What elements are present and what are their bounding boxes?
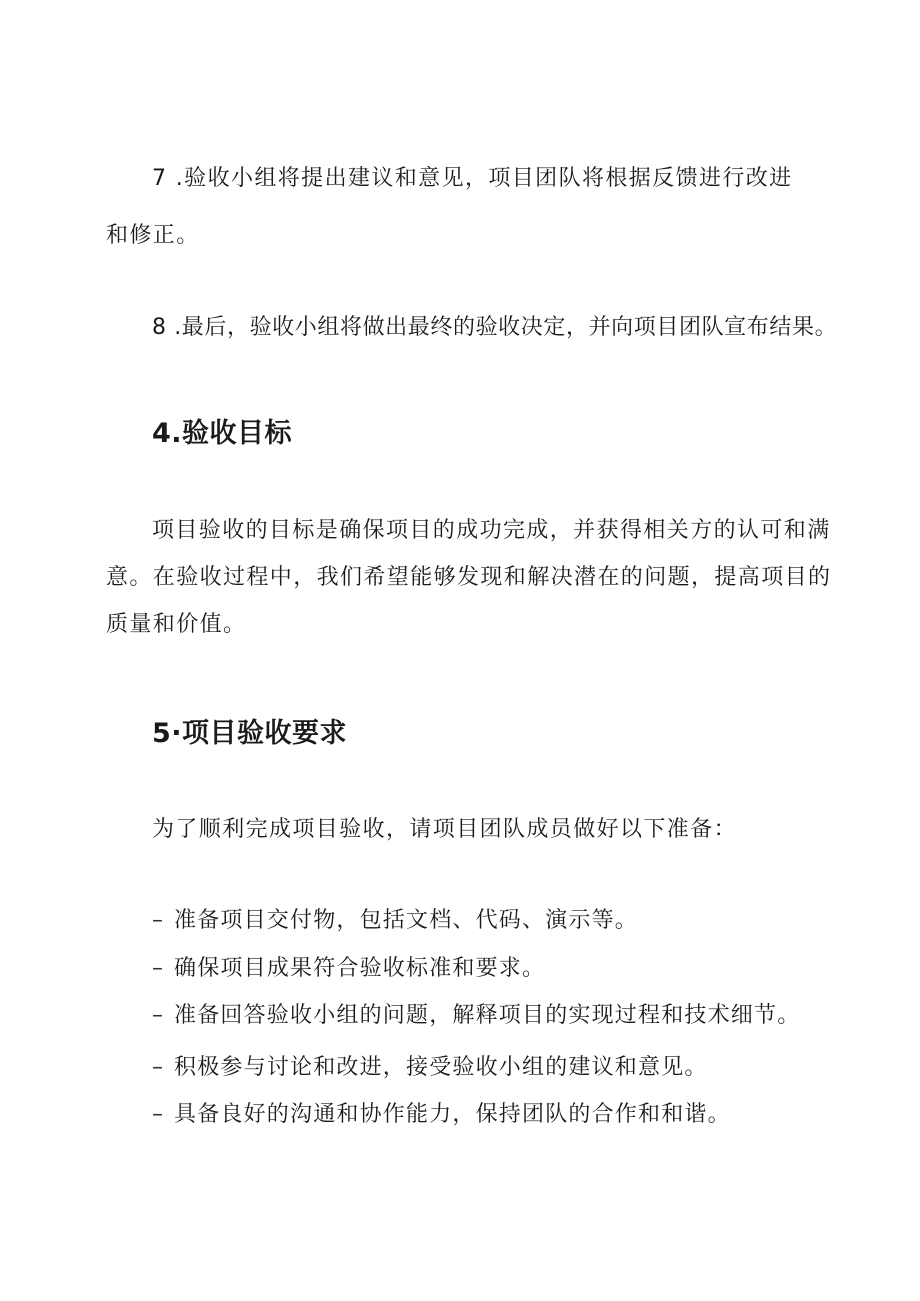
step-8-line-1: 8 .最后，验收小组将做出最终的验收决定，并向项目团队宣布结果。 (152, 315, 838, 340)
section-5-title: 5·项目验收要求 (152, 718, 348, 749)
section-4-line-2: 意。在验收过程中，我们希望能够发现和解决潜在的问题，提高项目的 (106, 565, 832, 590)
section-4-line-1: 项目验收的目标是确保项目的成功完成，并获得相关方的认可和满 (152, 518, 831, 543)
list-item-text: 具备良好的沟通和协作能力，保持团队的合作和和谐。 (174, 1102, 731, 1127)
list-item (152, 998, 800, 1029)
dash-marker: – (152, 1055, 165, 1080)
dash-marker: – (152, 908, 165, 933)
list-item (152, 903, 638, 934)
section-4-line-3: 质量和价值。 (106, 612, 247, 637)
dash-marker: – (152, 1102, 165, 1127)
dash-marker: – (152, 956, 165, 981)
list-item (152, 951, 545, 982)
step-7-line-2: 和修正。 (106, 223, 200, 248)
section-4-title: 4.验收目标 (152, 418, 293, 449)
list-item (152, 1097, 731, 1128)
dash-marker: – (152, 1003, 165, 1028)
step-7-line-1: 7 .验收小组将提出建议和意见，项目团队将根据反馈进行改进 (152, 166, 793, 191)
list-item-text: 准备项目交付物，包括文档、代码、演示等。 (174, 908, 639, 933)
list-item-text: 积极参与讨论和改进，接受验收小组的建议和意见。 (174, 1055, 708, 1080)
list-item-text: 准备回答验收小组的问题，解释项目的实现过程和技术细节。 (174, 1003, 801, 1028)
list-item (152, 1050, 708, 1081)
section-5-intro: 为了顺利完成项目验收，请项目团队成员做好以下准备： (152, 817, 738, 842)
list-item-text: 确保项目成果符合验收标准和要求。 (174, 956, 546, 981)
